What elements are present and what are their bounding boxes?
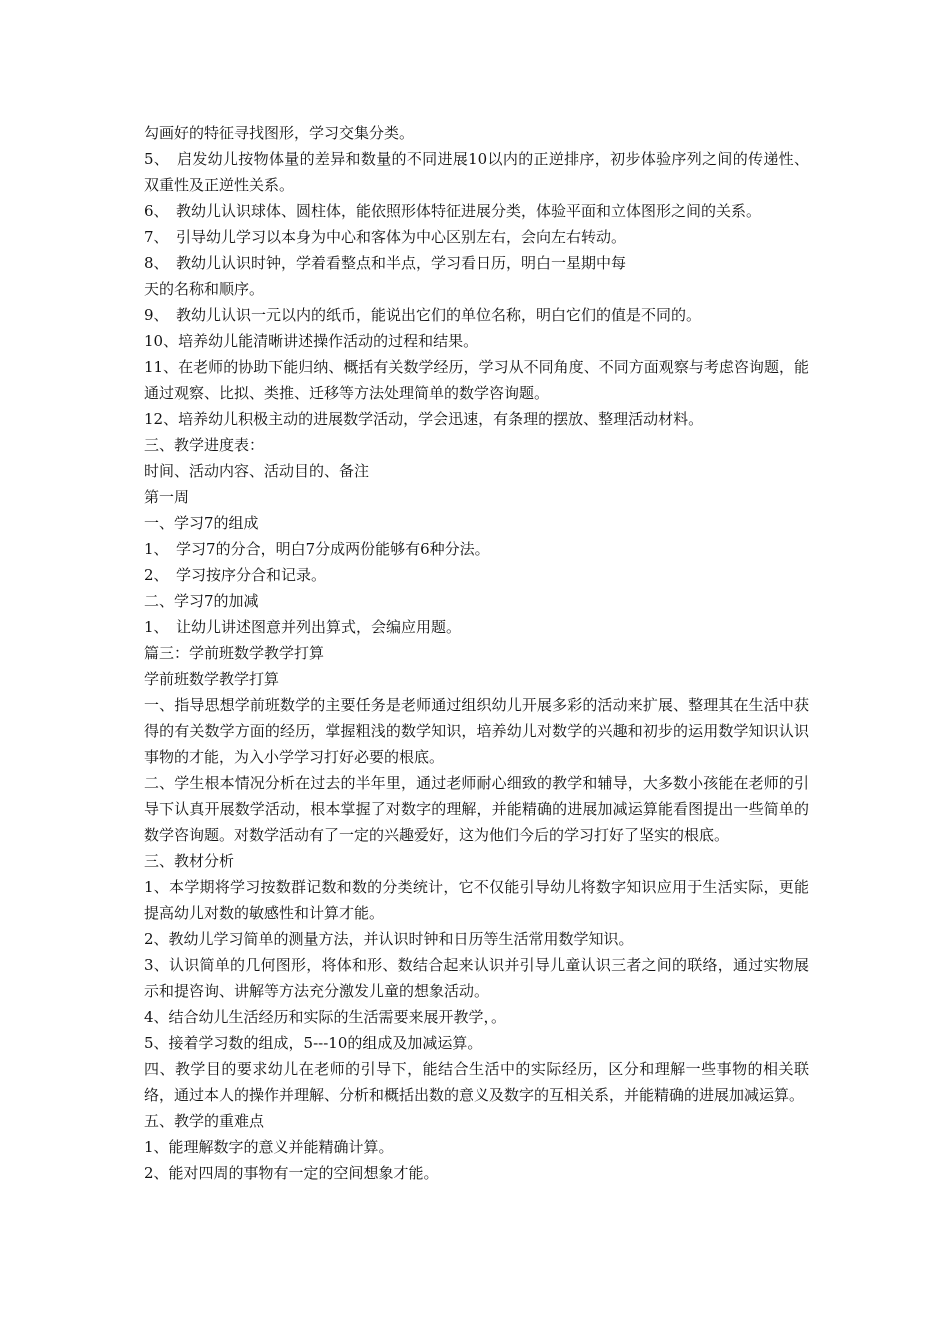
paragraph: 一、指导思想学前班数学的主要任务是老师通过组织幼儿开展多彩的活动来扩展、整理其在生活中获得的有关数学方面的经历，掌握粗浅的数学知识，培养幼儿对数学的兴趣和初步的运用数学知识认识事物的才能，为入小学学习打好必要的根底。 (144, 696, 809, 766)
paragraph: 二、学生根本情况分析在过去的半年里，通过老师耐心细致的教学和辅导，大多数小孩能在老师的引导下认真开展数学活动，根本掌握了对数字的理解，并能精确的进展加减运算能看图提出一些简单的数学咨询题。对数学活动有了一定的兴趣爱好，这为他们今后的学习打好了坚实的根底。 (144, 774, 809, 844)
paragraph: 8、 教幼儿认识时钟，学着看整点和半点，学习看日历，明白一星期中每 (144, 254, 627, 272)
section-heading: 五、教学的重难点 (144, 1112, 265, 1130)
paragraph: 第一周 (144, 488, 190, 506)
paragraph: 2、能对四周的事物有一定的空间想象才能。 (144, 1164, 439, 1182)
paragraph: 5、 启发幼儿按物体量的差异和数量的不同进展10以内的正逆排序，初步体验序列之间的传递性、双重性及正逆性关系。 (144, 150, 809, 194)
section-heading: 三、教学进度表： (144, 436, 265, 454)
paragraph: 四、教学目的要求幼儿在老师的引导下，能结合生活中的实际经历，区分和理解一些事物的相关联络，通过本人的操作并理解、分析和概括出数的意义及数字的互相关系，并能精确的进展加减运算。 (144, 1060, 809, 1104)
section-heading: 二、学习7的加减 (144, 592, 259, 610)
paragraph: 4、结合幼儿生活经历和实际的生活需要来展开教学，。 (144, 1008, 507, 1026)
paragraph: 1、 让幼儿讲述图意并列出算式，会编应用题。 (144, 618, 462, 636)
section-heading: 一、学习7的组成 (144, 514, 259, 532)
section-heading: 三、教材分析 (144, 852, 235, 870)
paragraph: 勾画好的特征寻找图形，学习交集分类。 (144, 124, 415, 142)
paragraph: 10、培养幼儿能清晰讲述操作活动的过程和结果。 (144, 332, 479, 350)
paragraph: 7、 引导幼儿学习以本身为中心和客体为中心区别左右，会向左右转动。 (144, 228, 627, 246)
paragraph: 9、 教幼儿认识一元以内的纸币，能说出它们的单位名称，明白它们的值是不同的。 (144, 306, 702, 324)
article-subtitle: 学前班数学教学打算 (144, 670, 280, 688)
paragraph: 2、教幼儿学习简单的测量方法，并认识时钟和日历等生活常用数学知识。 (144, 930, 634, 948)
paragraph: 1、 学习7的分合，明白7分成两份能够有6种分法。 (144, 540, 490, 558)
article-title: 篇三：学前班数学教学打算 (144, 644, 325, 662)
paragraph: 6、 教幼儿认识球体、圆柱体，能依照形体特征进展分类，体验平面和立体图形之间的关系。 (144, 202, 762, 220)
paragraph: 1、能理解数字的意义并能精确计算。 (144, 1138, 394, 1156)
paragraph: 1、本学期将学习按数群记数和数的分类统计，它不仅能引导幼儿将数字知识应用于生活实际，更能提高幼儿对数的敏感性和计算才能。 (144, 878, 809, 922)
paragraph: 12、培养幼儿积极主动的进展数学活动，学会迅速，有条理的摆放、整理活动材料。 (144, 410, 704, 428)
paragraph: 2、 学习按序分合和记录。 (144, 566, 327, 584)
document-page (144, 120, 809, 1186)
paragraph: 天的名称和顺序。 (144, 280, 265, 298)
paragraph: 3、认识简单的几何图形，将体和形、数结合起来认识并引导儿童认识三者之间的联络，通过实物展示和提咨询、讲解等方法充分激发儿童的想象活动。 (144, 956, 809, 1000)
paragraph: 11、在老师的协助下能归纳、概括有关数学经历，学习从不同角度、不同方面观察与考虑咨询题，能通过观察、比拟、类推、迁移等方法处理简单的数学咨询题。 (144, 358, 809, 402)
paragraph: 时间、活动内容、活动目的、备注 (144, 462, 370, 480)
paragraph: 5、接着学习数的组成，5---10的组成及加减运算。 (144, 1034, 483, 1052)
